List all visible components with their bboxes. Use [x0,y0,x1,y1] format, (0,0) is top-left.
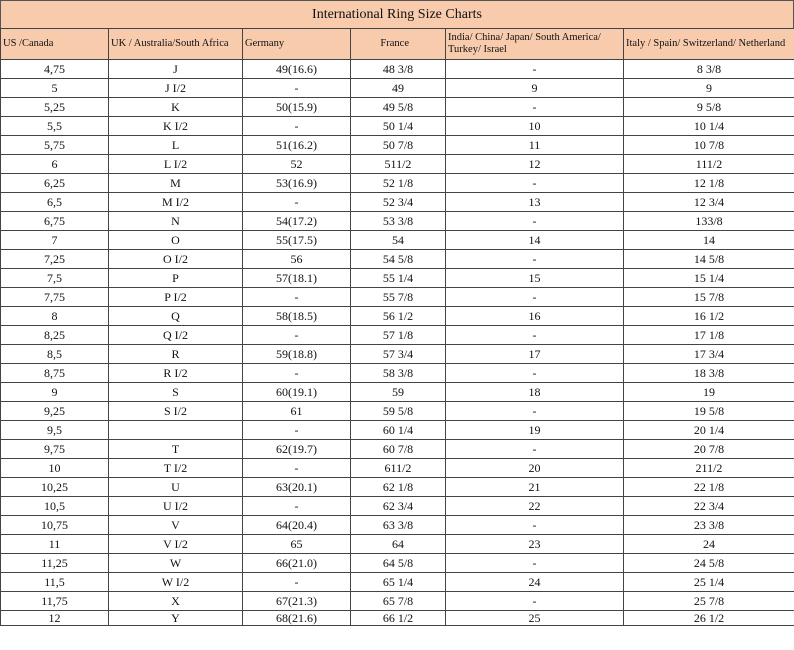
germany-cell: 54(17.2) [243,212,351,231]
table-row [1,117,794,136]
germany-cell: 58(18.5) [243,307,351,326]
germany-cell: - [243,193,351,212]
uk-australia-cell: L I/2 [109,155,243,174]
india-china-japan-cell: 12 [446,155,624,174]
germany-cell: 66(21.0) [243,554,351,573]
uk-australia-cell: W I/2 [109,573,243,592]
germany-cell: - [243,326,351,345]
table-row [1,60,794,79]
france-cell: 49 5/8 [351,98,446,117]
germany-cell: 64(20.4) [243,516,351,535]
uk-australia-cell: P I/2 [109,288,243,307]
italy-spain-cell: 9 5/8 [624,98,794,117]
france-cell: 65 1/4 [351,573,446,592]
us-canada-cell: 9,5 [1,421,109,440]
us-canada-cell: 5,5 [1,117,109,136]
us-canada-cell: 7,25 [1,250,109,269]
france-cell: 62 1/8 [351,478,446,497]
italy-spain-cell: 19 [624,383,794,402]
france-cell: 57 1/8 [351,326,446,345]
us-canada-cell: 6,25 [1,174,109,193]
india-china-japan-cell: - [446,516,624,535]
germany-cell: - [243,497,351,516]
us-canada-cell: 4,75 [1,60,109,79]
table-row [1,592,794,611]
us-canada-cell: 5 [1,79,109,98]
italy-spain-cell: 17 1/8 [624,326,794,345]
table-row [1,478,794,497]
italy-spain-cell: 14 [624,231,794,250]
germany-cell: 53(16.9) [243,174,351,193]
germany-cell: 67(21.3) [243,592,351,611]
france-cell: 54 5/8 [351,250,446,269]
india-china-japan-cell: 24 [446,573,624,592]
india-china-japan-cell: 11 [446,136,624,155]
india-china-japan-cell: - [446,212,624,231]
india-china-japan-cell: 17 [446,345,624,364]
france-cell: 50 1/4 [351,117,446,136]
us-canada-cell: 10,5 [1,497,109,516]
india-china-japan-cell: - [446,60,624,79]
france-cell: 60 1/4 [351,421,446,440]
table-body [1,60,794,626]
italy-spain-cell: 16 1/2 [624,307,794,326]
us-canada-cell: 6,5 [1,193,109,212]
france-cell: 59 [351,383,446,402]
uk-australia-cell: N [109,212,243,231]
india-china-japan-cell: - [446,554,624,573]
uk-australia-cell: Q I/2 [109,326,243,345]
italy-spain-cell: 18 3/8 [624,364,794,383]
uk-australia-cell: P [109,269,243,288]
italy-spain-cell: 15 1/4 [624,269,794,288]
us-canada-cell: 10,25 [1,478,109,497]
germany-cell: 49(16.6) [243,60,351,79]
germany-cell: - [243,421,351,440]
france-cell: 611/2 [351,459,446,478]
us-canada-cell: 11,25 [1,554,109,573]
table-row [1,554,794,573]
germany-cell: 59(18.8) [243,345,351,364]
ring-size-table [0,28,794,626]
us-canada-cell: 10,75 [1,516,109,535]
france-cell: 64 [351,535,446,554]
india-china-japan-cell: - [446,440,624,459]
column-header-us-canada: US /Canada [1,29,109,60]
france-cell: 56 1/2 [351,307,446,326]
table-row [1,516,794,535]
uk-australia-cell: K [109,98,243,117]
italy-spain-cell: 22 1/8 [624,478,794,497]
germany-cell: 60(19.1) [243,383,351,402]
italy-spain-cell: 25 7/8 [624,592,794,611]
uk-australia-cell: T I/2 [109,459,243,478]
us-canada-cell: 9,75 [1,440,109,459]
table-row [1,383,794,402]
table-row [1,136,794,155]
india-china-japan-cell: 10 [446,117,624,136]
column-header-germany: Germany [243,29,351,60]
india-china-japan-cell: 20 [446,459,624,478]
india-china-japan-cell: - [446,364,624,383]
france-cell: 511/2 [351,155,446,174]
uk-australia-cell: K I/2 [109,117,243,136]
us-canada-cell: 10 [1,459,109,478]
india-china-japan-cell: 19 [446,421,624,440]
us-canada-cell: 8,75 [1,364,109,383]
india-china-japan-cell: 14 [446,231,624,250]
germany-cell: - [243,79,351,98]
us-canada-cell: 7,5 [1,269,109,288]
us-canada-cell: 8,5 [1,345,109,364]
italy-spain-cell: 20 1/4 [624,421,794,440]
column-header-india-china-japan: India/ China/ Japan/ South America/ Turkey/ Israel [446,29,624,60]
header-row [1,29,794,60]
uk-australia-cell: Q [109,307,243,326]
germany-cell: 61 [243,402,351,421]
table-row [1,193,794,212]
germany-cell: 65 [243,535,351,554]
germany-cell: - [243,459,351,478]
germany-cell: 62(19.7) [243,440,351,459]
france-cell: 48 3/8 [351,60,446,79]
india-china-japan-cell: 16 [446,307,624,326]
india-china-japan-cell: 25 [446,611,624,626]
table-row [1,535,794,554]
table-row [1,440,794,459]
italy-spain-cell: 211/2 [624,459,794,478]
uk-australia-cell: R [109,345,243,364]
germany-cell: - [243,573,351,592]
italy-spain-cell: 22 3/4 [624,497,794,516]
uk-australia-cell: V I/2 [109,535,243,554]
france-cell: 59 5/8 [351,402,446,421]
uk-australia-cell: J I/2 [109,79,243,98]
uk-australia-cell: U I/2 [109,497,243,516]
italy-spain-cell: 8 3/8 [624,60,794,79]
italy-spain-cell: 19 5/8 [624,402,794,421]
france-cell: 49 [351,79,446,98]
france-cell: 54 [351,231,446,250]
france-cell: 53 3/8 [351,212,446,231]
france-cell: 64 5/8 [351,554,446,573]
india-china-japan-cell: 23 [446,535,624,554]
uk-australia-cell: J [109,60,243,79]
india-china-japan-cell: - [446,288,624,307]
table-row [1,79,794,98]
table-row [1,364,794,383]
france-cell: 65 7/8 [351,592,446,611]
germany-cell: 57(18.1) [243,269,351,288]
india-china-japan-cell: 21 [446,478,624,497]
italy-spain-cell: 26 1/2 [624,611,794,626]
germany-cell: 52 [243,155,351,174]
us-canada-cell: 6 [1,155,109,174]
us-canada-cell: 5,75 [1,136,109,155]
table-row [1,573,794,592]
table-row [1,231,794,250]
france-cell: 63 3/8 [351,516,446,535]
table-row [1,497,794,516]
us-canada-cell: 12 [1,611,109,626]
france-cell: 62 3/4 [351,497,446,516]
italy-spain-cell: 17 3/4 [624,345,794,364]
column-header-italy-spain: Italy / Spain/ Switzerland/ Netherland [624,29,794,60]
italy-spain-cell: 14 5/8 [624,250,794,269]
table-row [1,288,794,307]
italy-spain-cell: 9 [624,79,794,98]
uk-australia-cell [109,421,243,440]
india-china-japan-cell: - [446,174,624,193]
germany-cell: - [243,364,351,383]
india-china-japan-cell: - [446,250,624,269]
us-canada-cell: 9 [1,383,109,402]
uk-australia-cell: U [109,478,243,497]
uk-australia-cell: W [109,554,243,573]
germany-cell: - [243,117,351,136]
table-row [1,611,794,626]
india-china-japan-cell: - [446,326,624,345]
table-row [1,345,794,364]
italy-spain-cell: 25 1/4 [624,573,794,592]
italy-spain-cell: 24 5/8 [624,554,794,573]
us-canada-cell: 6,75 [1,212,109,231]
india-china-japan-cell: 22 [446,497,624,516]
india-china-japan-cell: 13 [446,193,624,212]
us-canada-cell: 8 [1,307,109,326]
italy-spain-cell: 133/8 [624,212,794,231]
us-canada-cell: 5,25 [1,98,109,117]
table-row [1,421,794,440]
india-china-japan-cell: - [446,402,624,421]
table-row [1,250,794,269]
uk-australia-cell: L [109,136,243,155]
us-canada-cell: 9,25 [1,402,109,421]
uk-australia-cell: M I/2 [109,193,243,212]
france-cell: 58 3/8 [351,364,446,383]
table-row [1,155,794,174]
germany-cell: 55(17.5) [243,231,351,250]
italy-spain-cell: 24 [624,535,794,554]
table-row [1,307,794,326]
us-canada-cell: 7,75 [1,288,109,307]
india-china-japan-cell: 15 [446,269,624,288]
france-cell: 55 7/8 [351,288,446,307]
germany-cell: 68(21.6) [243,611,351,626]
table-row [1,98,794,117]
france-cell: 55 1/4 [351,269,446,288]
france-cell: 50 7/8 [351,136,446,155]
italy-spain-cell: 10 7/8 [624,136,794,155]
table-row [1,326,794,345]
germany-cell: - [243,288,351,307]
table-row [1,402,794,421]
uk-australia-cell: M [109,174,243,193]
india-china-japan-cell: - [446,592,624,611]
us-canada-cell: 11,5 [1,573,109,592]
italy-spain-cell: 12 1/8 [624,174,794,193]
uk-australia-cell: R I/2 [109,364,243,383]
india-china-japan-cell: 18 [446,383,624,402]
germany-cell: 63(20.1) [243,478,351,497]
france-cell: 52 1/8 [351,174,446,193]
us-canada-cell: 11 [1,535,109,554]
france-cell: 57 3/4 [351,345,446,364]
italy-spain-cell: 15 7/8 [624,288,794,307]
france-cell: 60 7/8 [351,440,446,459]
italy-spain-cell: 10 1/4 [624,117,794,136]
germany-cell: 51(16.2) [243,136,351,155]
chart-title: International Ring Size Charts [0,0,794,29]
germany-cell: 50(15.9) [243,98,351,117]
uk-australia-cell: S I/2 [109,402,243,421]
column-header-uk-australia: UK / Australia/South Africa [109,29,243,60]
uk-australia-cell: T [109,440,243,459]
table-row [1,212,794,231]
germany-cell: 56 [243,250,351,269]
us-canada-cell: 8,25 [1,326,109,345]
italy-spain-cell: 12 3/4 [624,193,794,212]
france-cell: 52 3/4 [351,193,446,212]
table-row [1,459,794,478]
uk-australia-cell: O [109,231,243,250]
us-canada-cell: 11,75 [1,592,109,611]
italy-spain-cell: 23 3/8 [624,516,794,535]
uk-australia-cell: Y [109,611,243,626]
uk-australia-cell: V [109,516,243,535]
uk-australia-cell: S [109,383,243,402]
us-canada-cell: 7 [1,231,109,250]
uk-australia-cell: O I/2 [109,250,243,269]
italy-spain-cell: 20 7/8 [624,440,794,459]
india-china-japan-cell: 9 [446,79,624,98]
table-row [1,269,794,288]
italy-spain-cell: 111/2 [624,155,794,174]
india-china-japan-cell: - [446,98,624,117]
france-cell: 66 1/2 [351,611,446,626]
table-row [1,174,794,193]
column-header-france: France [351,29,446,60]
uk-australia-cell: X [109,592,243,611]
